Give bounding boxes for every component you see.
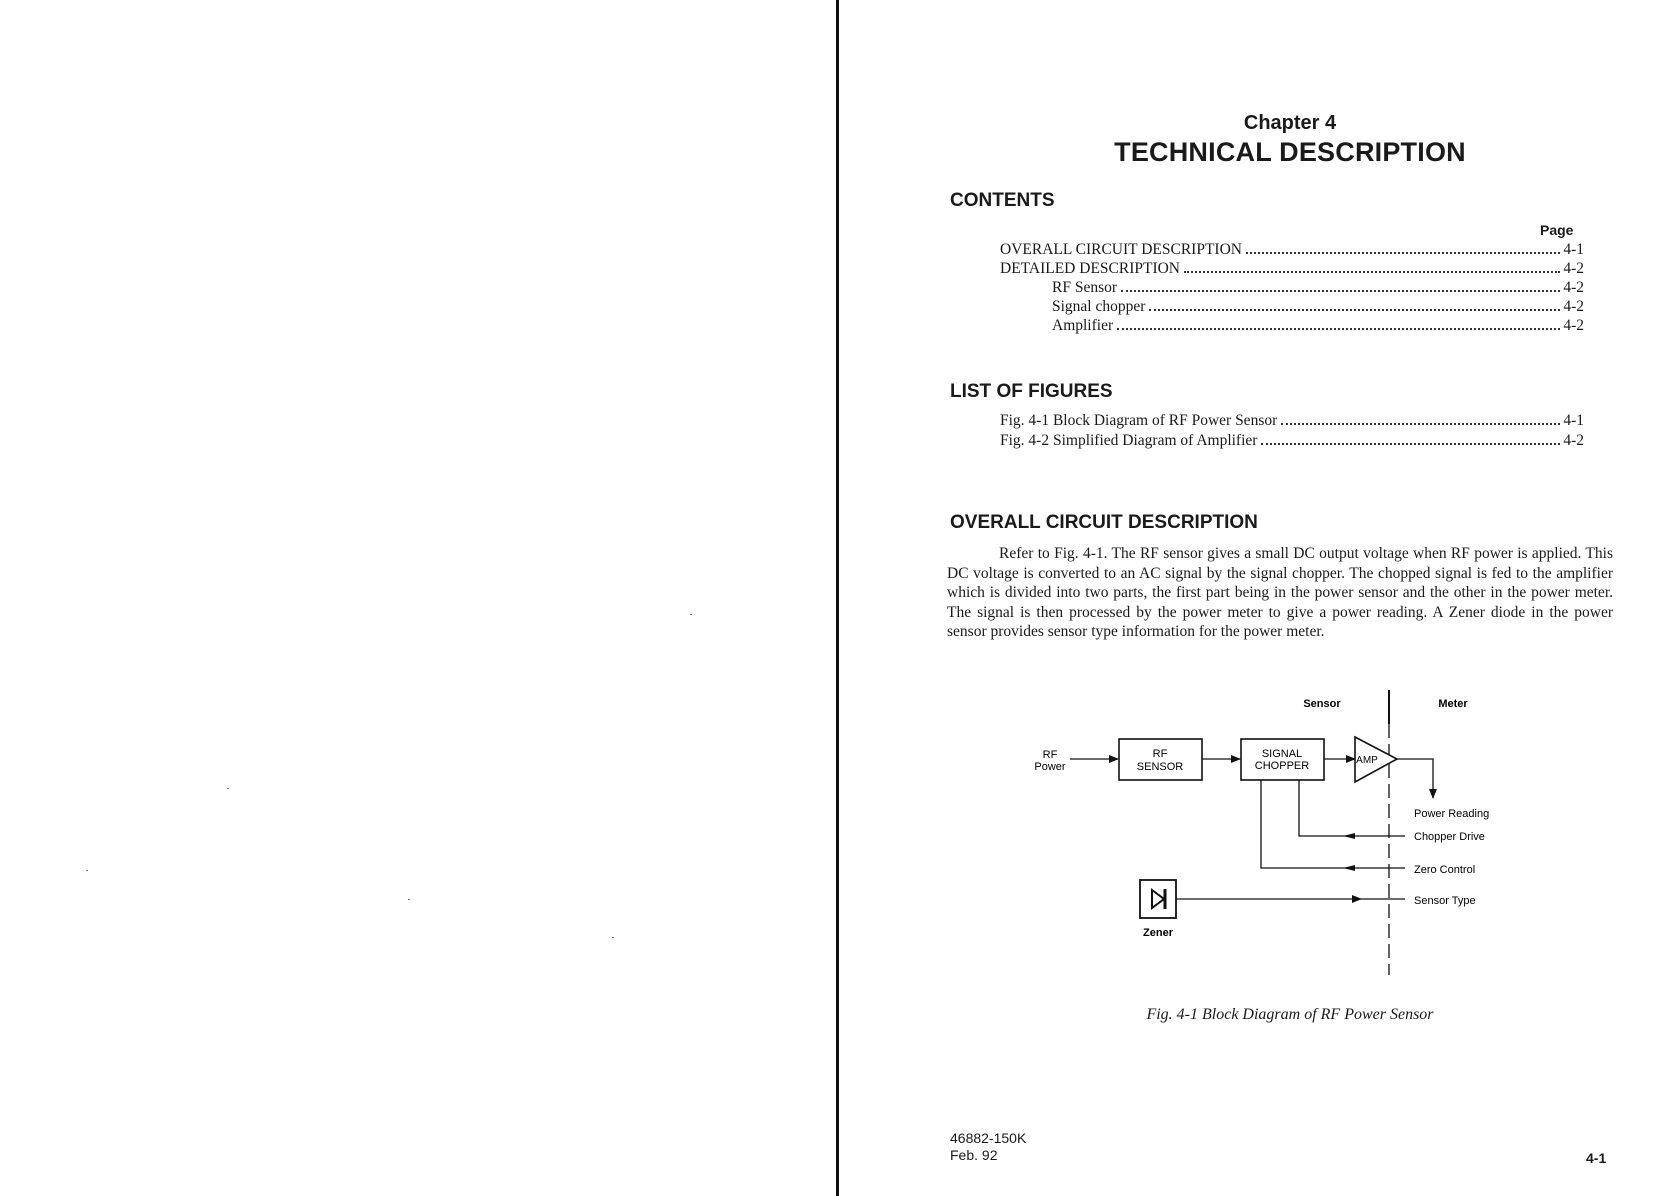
chopper-label: CHOPPER: [1254, 760, 1310, 772]
scan-speck: [86, 870, 88, 871]
rf-power-label: Power: [1034, 761, 1066, 773]
block-diagram: [1025, 680, 1545, 980]
toc-leader: [1121, 290, 1560, 292]
figure-title: Fig. 4-1 Block Diagram of RF Power Sensor: [1000, 412, 1278, 429]
figure-page: 4-2: [1563, 432, 1584, 449]
doc-number: 46882-150K: [950, 1130, 1027, 1146]
toc-leader: [1117, 328, 1560, 330]
zero-control-label: Zero Control: [1414, 864, 1476, 876]
sensor-type-label: Sensor Type: [1414, 895, 1476, 907]
scan-speck: [612, 937, 614, 938]
figures-heading: LIST OF FIGURES: [950, 381, 1113, 402]
page-column-label: Page: [1540, 222, 1574, 238]
chapter-label: Chapter 4: [1243, 112, 1337, 134]
meter-section-label: Meter: [1438, 698, 1468, 710]
toc-leader: [1184, 271, 1560, 273]
toc-leader: [1246, 252, 1560, 254]
arrowhead: [1343, 865, 1355, 871]
signal-line: [1261, 780, 1405, 868]
figure-caption: Fig. 4-1 Block Diagram of RF Power Sensor: [1146, 1006, 1434, 1023]
figure-title: Fig. 4-2 Simplified Diagram of Amplifier: [1000, 432, 1258, 449]
toc-page: 4-1: [1563, 241, 1584, 258]
rf-power-label: RF: [1042, 749, 1058, 761]
page-number: 4-1: [1586, 1150, 1607, 1166]
figure-entry[interactable]: [1000, 411, 1584, 430]
arrow-line: [1397, 759, 1433, 798]
toc-leader: [1281, 423, 1560, 425]
sensor-section-label: Sensor: [1303, 698, 1341, 710]
amp-label: AMP: [1356, 755, 1378, 766]
toc-page: 4-2: [1563, 317, 1584, 334]
toc-title: Amplifier: [1052, 317, 1114, 334]
chopper-drive-label: Chopper Drive: [1414, 831, 1485, 843]
zener-label: Zener: [1143, 927, 1173, 939]
chopper-label: SIGNAL: [1261, 748, 1303, 760]
toc-page: 4-2: [1563, 260, 1584, 277]
toc-title: Signal chopper: [1052, 298, 1146, 315]
overall-paragraph: [947, 544, 1613, 642]
scan-speck: [408, 899, 410, 900]
toc-page: 4-2: [1563, 298, 1584, 315]
chapter-title: TECHNICAL DESCRIPTION: [1114, 137, 1466, 167]
toc-entry[interactable]: [1052, 278, 1584, 297]
toc-title: RF Sensor: [1052, 279, 1118, 296]
toc-entry[interactable]: [1052, 297, 1584, 316]
arrowhead: [1343, 833, 1355, 839]
toc-leader: [1261, 443, 1560, 445]
toc-title: DETAILED DESCRIPTION: [1000, 260, 1181, 277]
doc-date: Feb. 92: [950, 1147, 998, 1163]
toc-entry[interactable]: [1052, 316, 1584, 335]
toc-title: OVERALL CIRCUIT DESCRIPTION: [1000, 241, 1242, 258]
rf-sensor-label: SENSOR: [1136, 761, 1184, 773]
overall-heading: OVERALL CIRCUIT DESCRIPTION: [950, 512, 1258, 533]
contents-heading: CONTENTS: [950, 190, 1055, 211]
toc-page: 4-2: [1563, 279, 1584, 296]
toc-entry[interactable]: [1000, 240, 1584, 259]
figure-entry[interactable]: [1000, 431, 1584, 450]
overall-paragraph-text: Refer to Fig. 4-1. The RF sensor gives a small DC output voltage when RF power is applied. This DC voltage is converted to an AC signal by the signal chopper. The chopped signal is fed to the amplifier which is divided into two parts, the first part being in the power sensor and the other in the power meter. The signal is then processed by the power meter to give a power reading. A Zener diode in the power sensor provides sensor type information for the power meter.: [947, 545, 1613, 641]
rf-sensor-label: RF: [1152, 748, 1168, 760]
scan-speck: [227, 788, 229, 789]
power-reading-label: Power Reading: [1414, 808, 1490, 820]
page-spine: [836, 0, 839, 1196]
toc-leader: [1149, 309, 1560, 311]
figure-page: 4-1: [1563, 412, 1584, 429]
zener-block: [1140, 880, 1176, 918]
scan-speck: [690, 614, 692, 615]
zener-diode-icon: [1152, 890, 1164, 908]
toc-entry[interactable]: [1000, 259, 1584, 278]
